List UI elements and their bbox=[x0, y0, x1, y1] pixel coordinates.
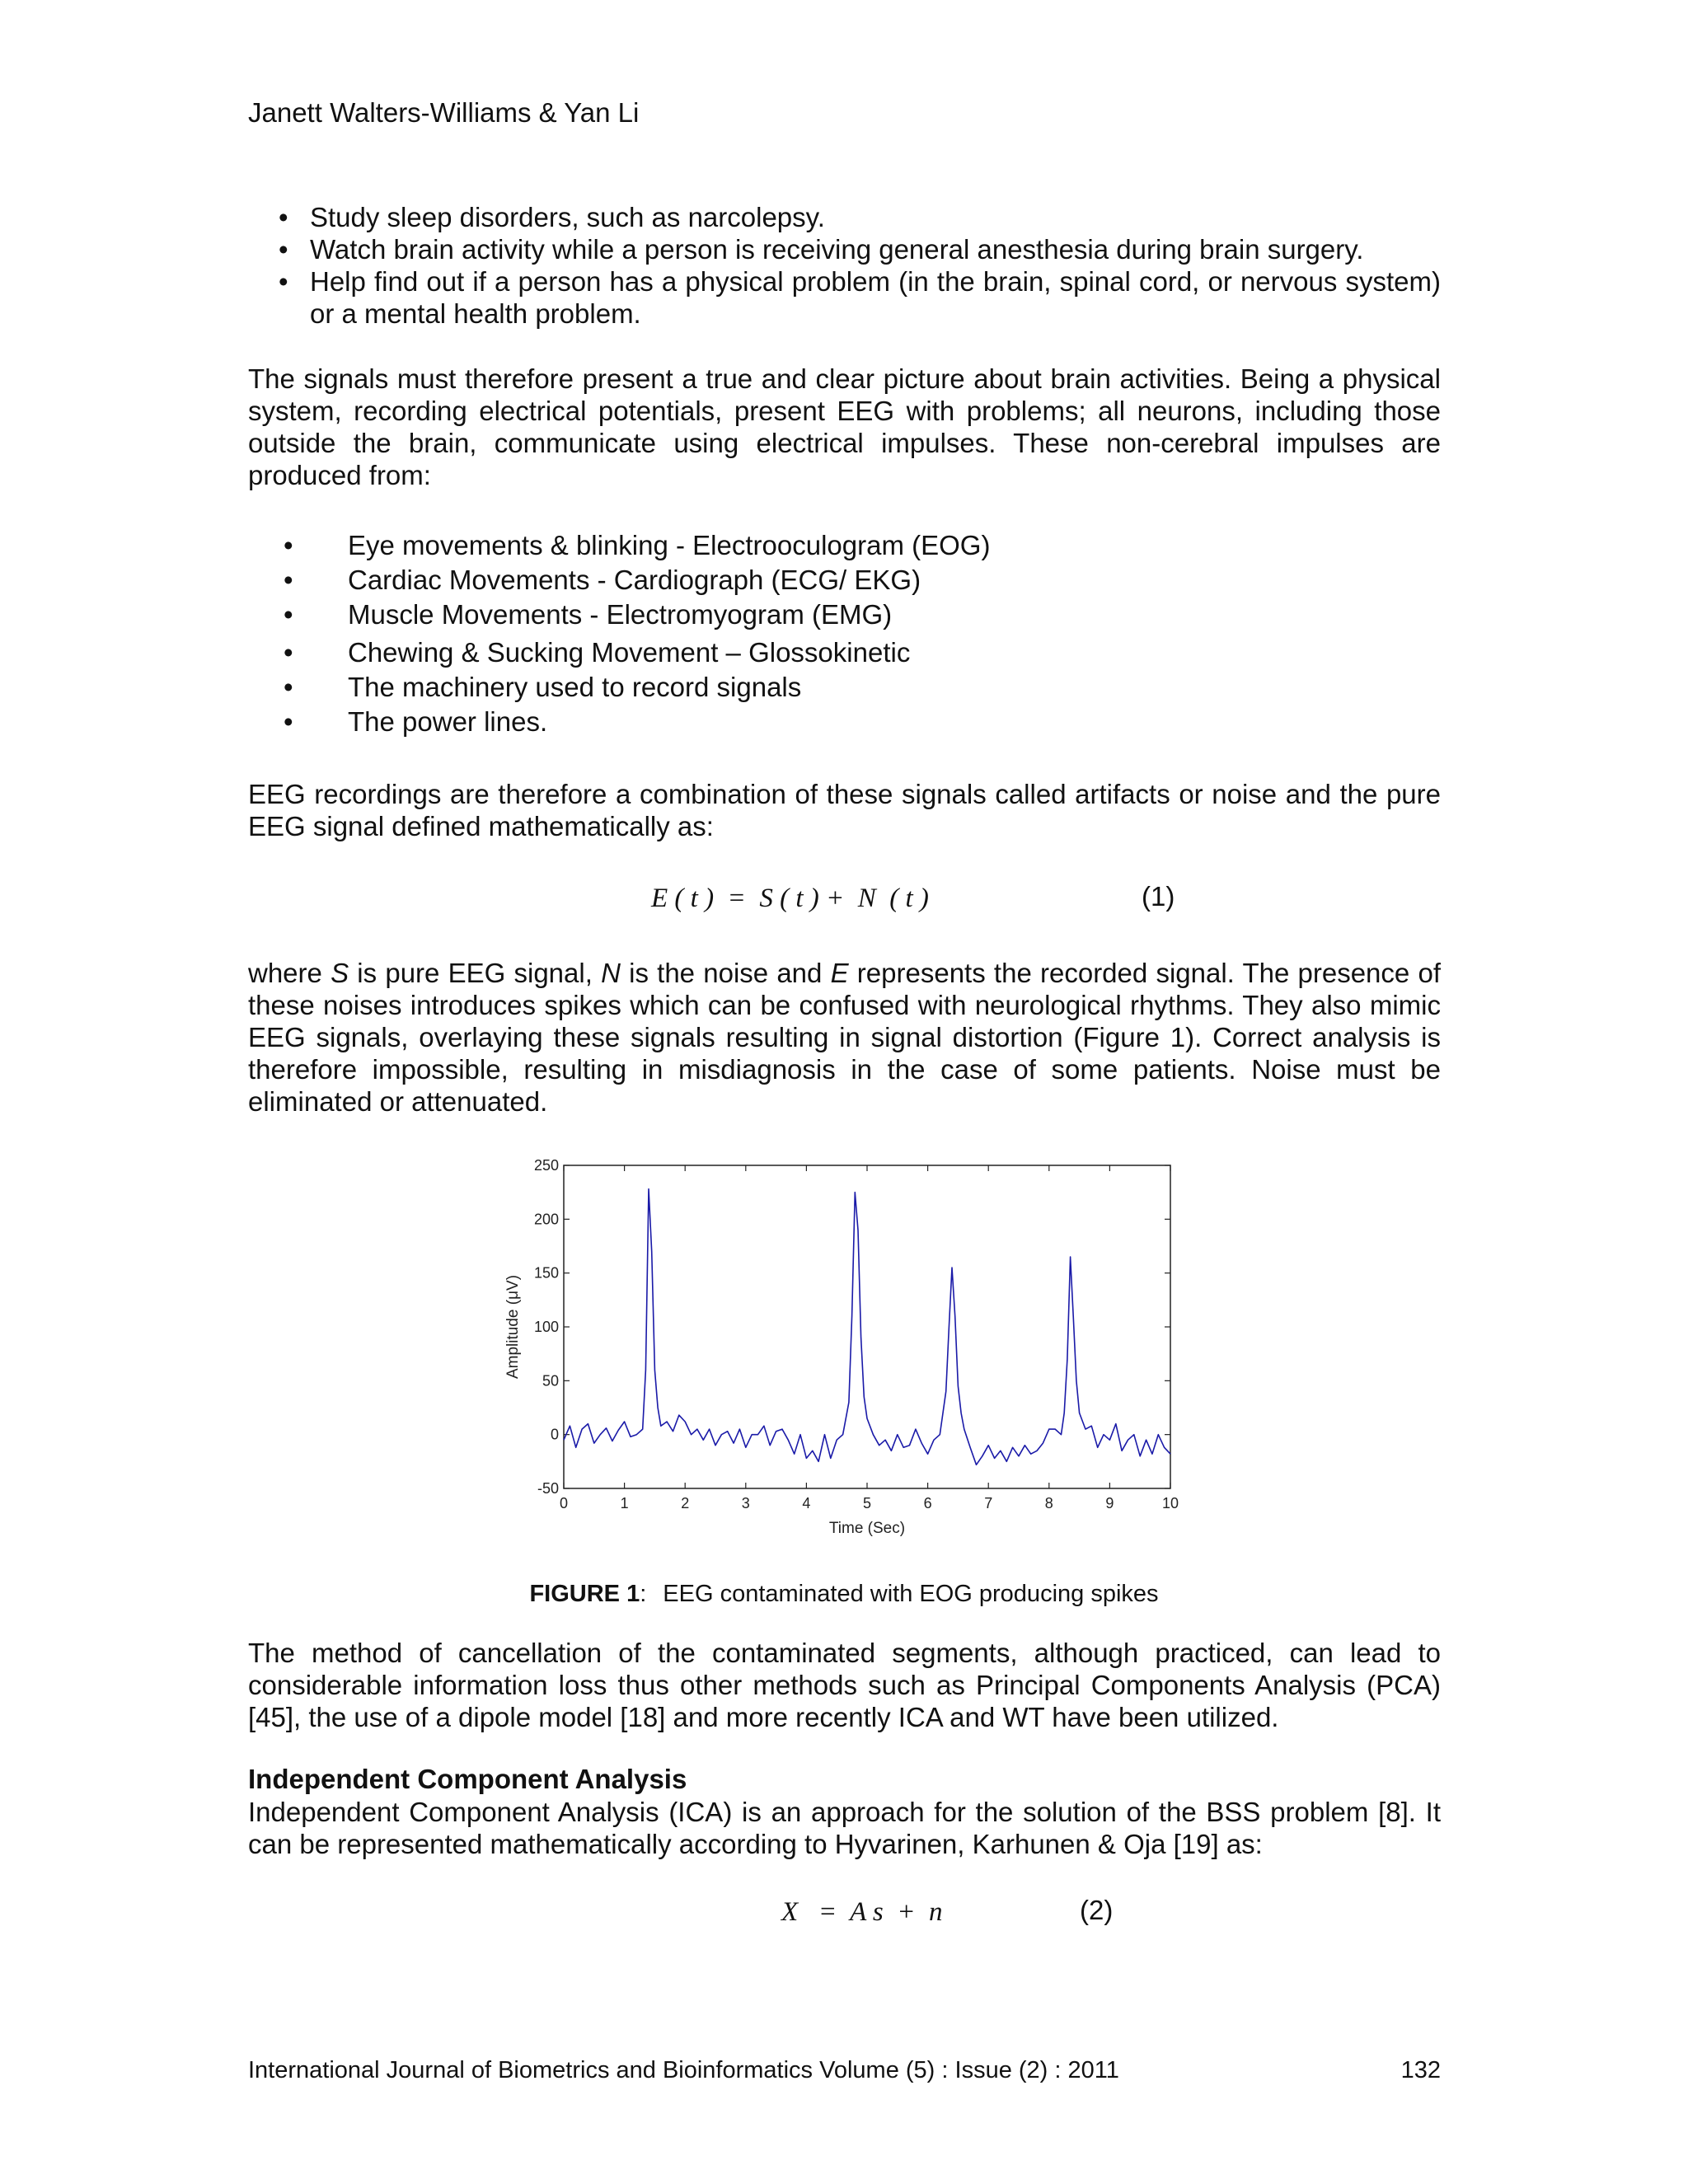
y-tick-label: 150 bbox=[533, 1264, 559, 1282]
equation-2-number: (2) bbox=[1080, 1895, 1114, 1925]
list-item: • Help find out if a person has a physical problem (in the brain, spinal cord, or nervous system) or a mental health problem. bbox=[279, 266, 1441, 329]
bullet-icon: • bbox=[284, 637, 293, 668]
figure-caption: FIGURE 1: EEG contaminated with EOG producing spikes bbox=[529, 1581, 1159, 1607]
list-item: • Study sleep disorders, such as narcolepsy. bbox=[279, 202, 825, 232]
list-item: • Chewing & Sucking Movement – Glossokinetic bbox=[279, 635, 990, 670]
equation-1-number: (1) bbox=[1142, 881, 1175, 912]
x-tick-label: 4 bbox=[802, 1495, 811, 1511]
x-tick-label: 7 bbox=[984, 1495, 993, 1511]
paragraph-signals: The signals must therefore present a true and clear picture about brain activities. Being a physical system, recording electrical potentials, present EEG with problems; all neurons, including those outside the brain, communicate using electrical impulses. These non-cerebral impulses are produced from: bbox=[248, 363, 1441, 490]
page-number: 132 bbox=[1400, 2057, 1441, 2083]
paragraph-where: where S is pure EEG signal, N is the noise and E represents the recorded signal. The presence of these noises introduces spikes which can be confused with neurological rhythms. They also mimic EEG signals, overlaying these signals resulting in signal distortion (Figure 1). Correct analysis is therefore impossible, resulting in misdiagnosis in the case of some patients. Noise must be eliminated or attenuated. bbox=[248, 958, 1441, 1117]
bullet-icon: • bbox=[284, 706, 293, 737]
list-item: • Muscle Movements - Electromyogram (EMG) bbox=[279, 598, 990, 635]
bullet-icon: • bbox=[284, 672, 293, 702]
equation-2: X = A s + n bbox=[781, 1897, 943, 1927]
y-tick-label: 200 bbox=[533, 1211, 559, 1228]
eeg-chart bbox=[495, 1146, 1195, 1549]
paragraph-ica: Independent Component Analysis (ICA) is an approach for the solution of the BSS problem [8]. It can be represented mathematically according to Hyvarinen, Karhunen & Oja [19] as: bbox=[248, 1797, 1441, 1859]
y-axis-label: Amplitude (μV) bbox=[504, 1274, 522, 1380]
x-tick-label: 3 bbox=[741, 1495, 750, 1511]
paragraph-recordings: EEG recordings are therefore a combination of these signals called artifacts or noise and the pure EEG signal defined mathematically as: bbox=[248, 779, 1441, 841]
running-header: Janett Walters-Williams & Yan Li bbox=[248, 97, 640, 128]
bullet-icon: • bbox=[279, 266, 288, 297]
y-tick-label: 100 bbox=[533, 1319, 559, 1335]
x-tick-label: 9 bbox=[1105, 1495, 1114, 1511]
eeg-series-line bbox=[564, 1189, 1170, 1465]
x-tick-label: 6 bbox=[923, 1495, 932, 1511]
x-axis-label: Time (Sec) bbox=[828, 1520, 906, 1537]
list-item: • Cardiac Movements - Cardiograph (ECG/ EKG) bbox=[279, 563, 990, 598]
uses-bullet-list bbox=[279, 201, 1441, 330]
list-item: • Watch brain activity while a person is receiving general anesthesia during brain surgery. bbox=[279, 234, 1364, 265]
bullet-icon: • bbox=[284, 599, 293, 630]
x-tick-label: 0 bbox=[559, 1495, 569, 1511]
list-item: • The machinery used to record signals bbox=[279, 670, 990, 705]
equation-1: E ( t ) = S ( t ) + N ( t ) bbox=[651, 883, 929, 913]
y-tick-label: -50 bbox=[537, 1480, 559, 1497]
x-tick-label: 2 bbox=[681, 1495, 690, 1511]
bullet-icon: • bbox=[279, 234, 288, 265]
list-item: • The power lines. bbox=[279, 705, 990, 739]
artifact-bullet-list bbox=[279, 528, 990, 739]
x-tick-label: 1 bbox=[620, 1495, 629, 1511]
list-item: • Eye movements & blinking - Electrooculogram (EOG) bbox=[279, 528, 990, 563]
plot-frame bbox=[564, 1165, 1170, 1488]
bullet-icon: • bbox=[284, 530, 293, 560]
x-tick-label: 8 bbox=[1044, 1495, 1053, 1511]
paragraph-method: The method of cancellation of the contaminated segments, although practiced, can lead to considerable information loss thus other methods such as Principal Components Analysis (PCA) [45], the use of a dipole model [18] and more recently ICA and WT have been utilized. bbox=[248, 1638, 1441, 1732]
bullet-icon: • bbox=[279, 202, 288, 232]
axis-ticks bbox=[564, 1165, 1170, 1488]
x-tick-label: 10 bbox=[1161, 1495, 1179, 1511]
y-tick-label: 50 bbox=[542, 1372, 559, 1390]
journal-footer: International Journal of Biometrics and Bioinformatics Volume (5) : Issue (2) : 2011 bbox=[248, 2057, 1119, 2083]
y-tick-label: 0 bbox=[550, 1426, 559, 1443]
x-tick-label: 5 bbox=[862, 1495, 872, 1511]
y-tick-label: 250 bbox=[533, 1157, 559, 1174]
bullet-icon: • bbox=[284, 565, 293, 595]
section-heading: Independent Component Analysis bbox=[248, 1764, 687, 1794]
